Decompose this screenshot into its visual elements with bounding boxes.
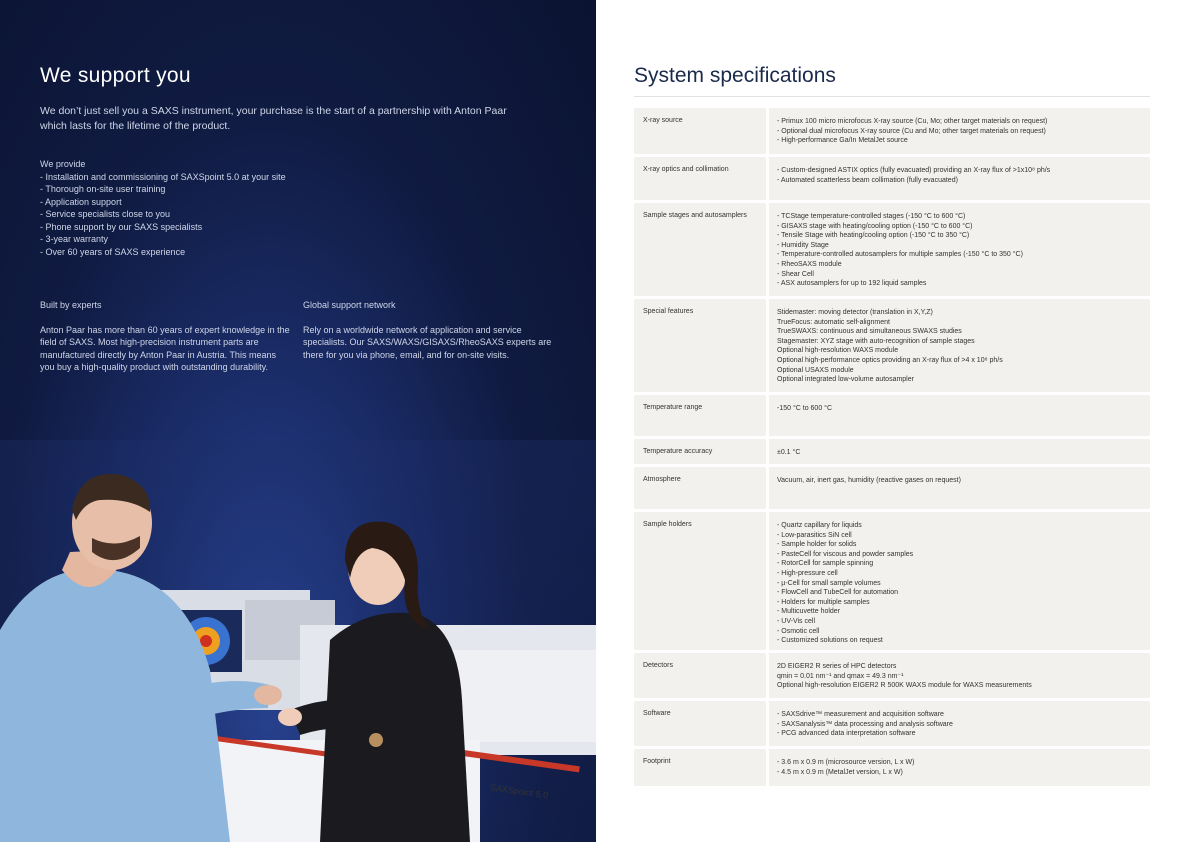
right-panel [596,0,1191,842]
spec-item: - GISAXS stage with heating/cooling option (-150 °C to 600 °C) [777,222,1150,232]
provide-section [40,158,360,258]
network-text: Rely on a worldwide network of application and service specialists. Our SAXS/WAXS/GISAXS/RheoSAXS experts are there for you via phone, email, and for on-site visits. [303,324,552,360]
spec-label: Detectors [634,653,766,698]
provide-title: We provide [40,159,86,169]
provide-item: - Over 60 years of SAXS experience [40,246,360,259]
spec-value [769,157,1150,200]
spec-item: ±0.1 °C [777,449,801,456]
spec-item: -150 °C to 600 °C [777,405,833,412]
spec-value [769,203,1150,296]
spec-table [634,108,1150,789]
spec-row [634,299,1150,392]
spec-item: - Low-parasitics SiN cell [777,531,1150,541]
spec-item: - Sample holder for solids [777,540,1150,550]
spec-label: X-ray optics and collimation [634,157,766,200]
spec-item: Optional integrated low-volume autosampler [777,376,914,384]
provide-item: - Installation and commissioning of SAXSpoint 5.0 at your site [40,171,360,184]
spec-item: - Primux 100 micro microfocus X-ray source (Cu, Mo; other target materials on request) [777,117,1150,127]
spec-item: - FlowCell and TubeCell for automation [777,588,1150,598]
spec-item: TrueFocus: automatic self-alignment [777,318,890,326]
spec-item: 2D EIGER2 R series of HPC detectors [777,663,897,670]
spec-label: Temperature accuracy [634,439,766,464]
spec-item: - Custom-designed ASTIX optics (fully evacuated) providing an X-ray flux of >1x10⁸ ph/s [777,166,1150,176]
provide-item: - Service specialists close to you [40,208,360,221]
spec-item: - Temperature-controlled autosamplers for multiple samples (-150 °C to 350 °C) [777,250,1150,260]
spec-item: - UV-Vis cell [777,617,1150,627]
experts-section [40,299,290,374]
spec-item: - Multicuvette holder [777,607,1150,617]
experts-title: Built by experts [40,300,102,310]
spec-item: Optional high-resolution WAXS module [777,347,899,355]
spec-value [769,395,1150,436]
spec-item: - High-performance Ga/In MetalJet source [777,136,1150,146]
spec-value [769,749,1150,786]
spec-row [634,653,1150,698]
specs-title: System specifications [634,64,836,87]
spec-value [769,653,1150,698]
spec-label: Software [634,701,766,746]
spec-label: Temperature range [634,395,766,436]
spec-item: - SAXSdrive™ measurement and acquisition software [777,710,1150,720]
provide-item: - Application support [40,196,360,209]
spec-item: Vacuum, air, inert gas, humidity (reactive gases on request) [777,477,961,484]
instrument-label: SAXSpoint 5.0 [489,782,549,801]
spec-item: - TCStage temperature-controlled stages (-150 °C to 600 °C) [777,212,1150,222]
spec-item: Stidemaster: moving detector (translation in X,Y,Z) [777,309,933,316]
spec-item: - RheoSAXS module [777,260,1150,270]
spec-item: - Automated scatterless beam collimation (fully evacuated) [777,176,1150,186]
provide-item: - Thorough on-site user training [40,183,360,196]
spec-row [634,512,1150,650]
spec-item: - Optional dual microfocus X-ray source (Cu and Mo; other target materials on request) [777,127,1150,137]
spec-item: - µ-Cell for small sample volumes [777,579,1150,589]
spec-item: Optional high-performance optics providing an X-ray flux of >4 x 10⁸ ph/s [777,356,1003,364]
support-title: We support you [40,64,191,87]
spec-label: Special features [634,299,766,392]
spec-row [634,157,1150,200]
spec-item: Optional high-resolution EIGER2 R 500K WAXS module for WAXS measurements [777,682,1032,690]
spec-label: X-ray source [634,108,766,154]
provide-item: - Phone support by our SAXS specialists [40,221,360,234]
spec-item: - Holders for multiple samples [777,598,1150,608]
spec-value [769,299,1150,392]
network-section [303,299,558,361]
spec-item: - Quartz capillary for liquids [777,521,1150,531]
spec-label: Sample stages and autosamplers [634,203,766,296]
spec-item: - Humidity Stage [777,241,1150,251]
lab-photo [0,440,596,842]
spec-row [634,701,1150,746]
spec-item: TrueSWAXS: continuous and simultaneous SWAXS studies [777,328,962,336]
intro-paragraph: We don’t just sell you a SAXS instrument, your purchase is the start of a partnership with Anton Paar which lasts for the lifetime of the product. [40,105,507,132]
spec-value [769,701,1150,746]
spec-value [769,512,1150,650]
spec-item: - 3.6 m x 0.9 m (microsource version, L x W) [777,758,1150,768]
spec-label: Sample holders [634,512,766,650]
title-divider [634,96,1150,97]
spec-value [769,439,1150,464]
spec-item: - High-pressure cell [777,569,1150,579]
network-title: Global support network [303,300,396,310]
spec-item: Optional USAXS module [777,366,854,374]
spec-item: - Shear Cell [777,270,1150,280]
spec-value [769,467,1150,509]
spec-row [634,395,1150,436]
spec-item: - PCG advanced data interpretation software [777,729,1150,739]
spec-value [769,108,1150,154]
spec-item: - Customized solutions on request [777,636,1150,646]
spec-item: qmin = 0.01 nm⁻¹ and qmax = 49.3 nm⁻¹ [777,672,904,680]
spec-item: - RotorCell for sample spinning [777,559,1150,569]
spec-label: Atmosphere [634,467,766,509]
spec-row [634,749,1150,786]
spec-row [634,203,1150,296]
spec-item: Stagemaster: XYZ stage with auto-recognition of sample stages [777,337,975,345]
spec-item: - ASX autosamplers for up to 192 liquid samples [777,279,1150,289]
spec-item: - Tensile Stage with heating/cooling option (-150 °C to 350 °C) [777,231,1150,241]
spec-item: - PasteCell for viscous and powder samples [777,550,1150,560]
experts-text: Anton Paar has more than 60 years of expert knowledge in the field of SAXS. Most high-precision instrument parts are manufactured directly by Anton Paar in Austria. This means you buy a high-quality product with outstanding durability. [40,324,290,372]
provide-item: - 3-year warranty [40,233,360,246]
spec-row [634,108,1150,154]
spec-label: Footprint [634,749,766,786]
spec-row [634,467,1150,509]
spec-row [634,439,1150,464]
spec-item: - 4.5 m x 0.9 m (MetalJet version, L x W) [777,768,1150,778]
spec-item: - SAXSanalysis™ data processing and analysis software [777,720,1150,730]
spec-item: - Osmotic cell [777,627,1150,637]
